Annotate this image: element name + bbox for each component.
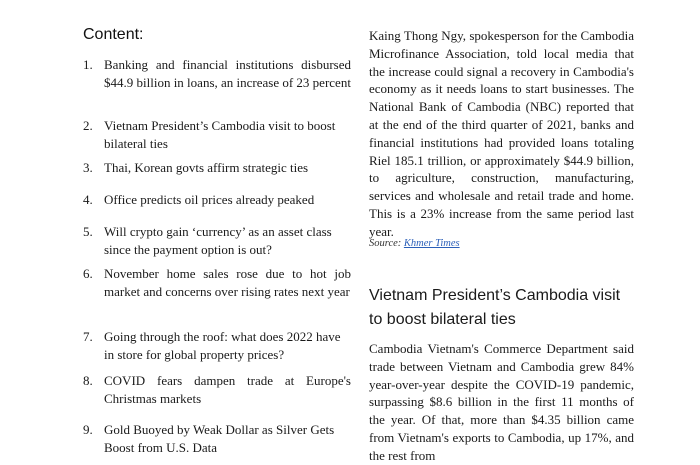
toc-item-number: 1. bbox=[83, 57, 93, 72]
toc-item-text: Banking and financial institutions disbursed $44.9 billion in loans, an increase of 23 percent bbox=[104, 57, 351, 90]
toc-item-number: 7. bbox=[83, 329, 93, 344]
toc-item-number: 8. bbox=[83, 373, 93, 388]
article-1-source bbox=[369, 238, 460, 249]
toc-item-text: November home sales rose due to hot job market and concerns over rising rates next year bbox=[104, 266, 351, 299]
toc-item-text: Gold Buoyed by Weak Dollar as Silver Gets Boost from U.S. Data bbox=[104, 422, 335, 455]
content-heading: Content: bbox=[83, 26, 144, 43]
toc-item-9[interactable] bbox=[83, 421, 351, 457]
toc-item-text: Vietnam President’s Cambodia visit to boost bilateral ties bbox=[104, 118, 336, 151]
toc-item-8[interactable] bbox=[83, 372, 351, 408]
article-1-body: Kaing Thong Ngy, spokesperson for the Cambodia Microfinance Association, told local media that the increase could signal a recovery in Cambodia's economy as it needs loans to start businesses. The National Bank of Cambodia (NBC) reported that at the end of the third quarter of 2021, banks and financial institutions had provided loans totaling Riel 185.1 trillion, or approximately $44.9 billion, to agriculture, construction, manufacturing, services and wholesale and retail trade and home. This is a 23% increase from the same period last year. bbox=[369, 28, 634, 239]
toc-item-text: COVID fears dampen trade at Europe's Christmas markets bbox=[104, 373, 351, 406]
source-label: Source: bbox=[369, 238, 402, 249]
toc-item-4[interactable] bbox=[83, 191, 351, 209]
toc-item-number: 9. bbox=[83, 422, 93, 437]
toc-item-6[interactable] bbox=[83, 265, 351, 301]
toc-item-text: Thai, Korean govts affirm strategic ties bbox=[104, 160, 309, 175]
toc-item-number: 3. bbox=[83, 160, 93, 175]
toc-item-1[interactable] bbox=[83, 56, 351, 92]
source-link[interactable]: Khmer Times bbox=[403, 238, 460, 249]
toc-item-text: Office predicts oil prices already peaked bbox=[104, 192, 315, 207]
toc-item-2[interactable] bbox=[83, 117, 351, 153]
toc-item-number: 2. bbox=[83, 118, 93, 133]
toc-item-3[interactable] bbox=[83, 159, 351, 177]
toc-item-text: Will crypto gain ‘currency’ as an asset class since the payment option is out? bbox=[104, 224, 332, 257]
toc-item-text: Going through the roof: what does 2022 have in store for global property prices? bbox=[104, 329, 341, 362]
toc-item-7[interactable] bbox=[83, 328, 351, 364]
article-2-headline: Vietnam President’s Cambodia visit to boost bilateral ties bbox=[369, 287, 621, 328]
toc-item-number: 6. bbox=[83, 266, 93, 281]
article-2-body: Cambodia Vietnam's Commerce Department said trade between Vietnam and Cambodia grew 84% year-over-year despite the COVID-19 pandemic, surpassing $8.6 billion in the first 11 months of the year. Of that, more than $4.35 billion came from Vietnam's exports to Cambodia, up 17%, and the rest from bbox=[369, 341, 634, 463]
toc-item-5[interactable] bbox=[83, 223, 351, 259]
toc-item-number: 4. bbox=[83, 192, 93, 207]
toc-item-number: 5. bbox=[83, 224, 93, 239]
